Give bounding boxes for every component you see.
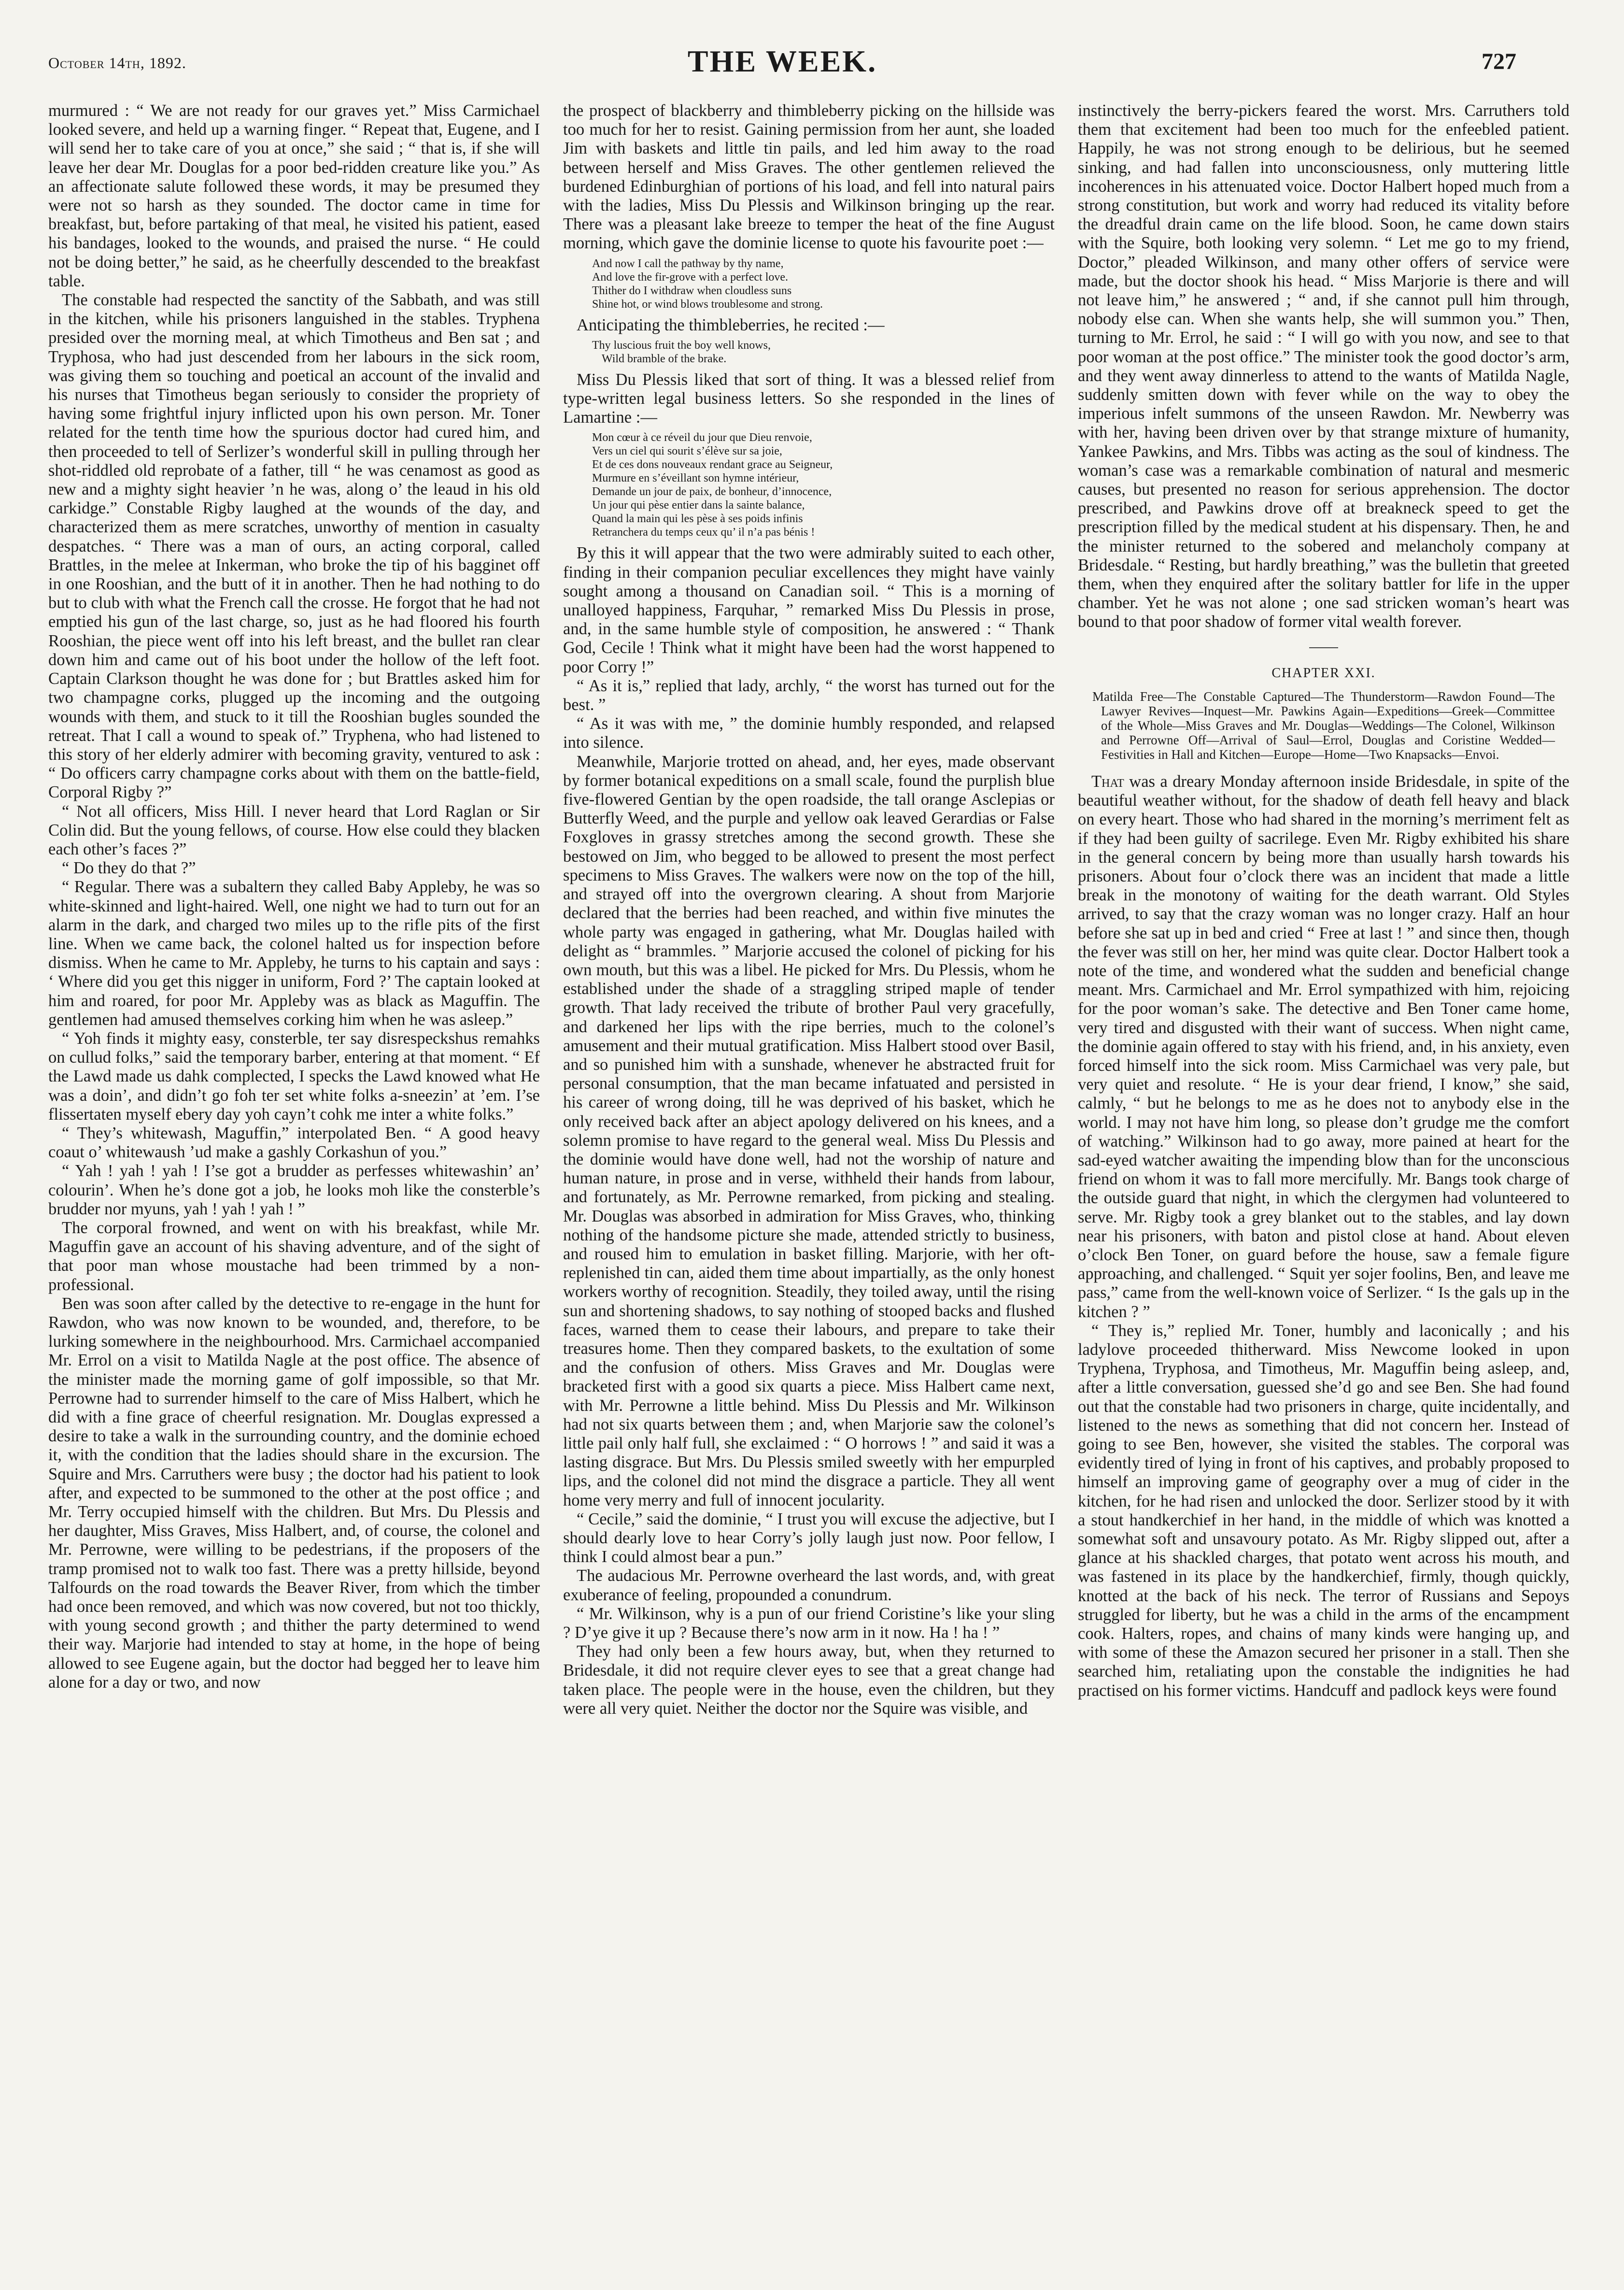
verse-line: Thither do I withdraw when cloudless suns: [592, 284, 792, 297]
paragraph: By this it will appear that the two were admirably suited to each other, finding in their companion peculiar excellences they might have vainly sought among a thousand on Canadian soil. “ This is a morning of unalloyed happiness, Farquhar, ” remarked Miss Du Plessis in prose, and, in the same humble style of composition, he answered : “ Thank God, Cecile ! Think what it might have been had the worst happened to poor Corry !”: [563, 544, 1055, 676]
paragraph: Ben was soon after called by the detective to re-engage in the hunt for Rawdon, who was now known to be wounded, and, therefore, to be lurking somewhere in the neighbourhood. Mrs. Carmichael accompanied Mr. Errol on a visit to Matilda Nagle at the post office. The absence of the minister made the morning game of golf impossible, so that Mr. Perrowne had to surrender himself to the care of Miss Halbert, which he did with a fine grace of cheerful resignation. Mr. Douglas expressed a desire to take a walk in the surrounding country, and the dominie echoed it, with the condition that the ladies should share in the excursion. The Squire and Mrs. Carruthers were busy ; the doctor had his patient to look after, and expected to be summoned to the other at the post office ; and Mr. Terry occupied himself with the children. But Mrs. Du Plessis and her daughter, Miss Graves, Miss Halbert, and, of course, the colonel and Mr. Perrowne, were willing to be pedestrians, if the proposers of the tramp promised not to walk too fast. There was a pretty hillside, beyond Talfourds on the road towards the Beaver River, from which the timber had once been removed, and which was now covered, but not too thickly, with young second growth ; and thither the party determined to wend their way. Marjorie had intended to stay at home, in the hope of being allowed to see Eugene again, but the doctor had begged her to leave him alone for a day or two, and now: [48, 1294, 540, 1692]
paragraph: The constable had respected the sanctity of the Sabbath, and was still in the kitchen, while his prisoners languished in the stables. Tryphena presided over the morning meal, at which Timotheus and Ben sat ; and Tryphosa, who had just descended from her labours in the sick room, was giving them so touching and poetical an account of the invalid and his nurses that Timotheus began seriously to consider the propriety of having some frightful injury inflicted upon his own person. Mr. Toner related for the tenth time how the spurious doctor had cured him, and then proceeded to tell of Serlizer’s wonderful skill in pulling through her shot-riddled old reprobate of a father, till “ he was cenamost as good as new and a mighty sight heavier ’n he was, along o’ the leaud in his old carkidge.” Constable Rigby laughed at the wounds of the day, and characterized them as mere scratches, unworthy of mention in casualty despatches. “ There was a man of ours, an acting corporal, called Brattles, in the melee at Inkerman, who broke the tip of his bagginet off in one Rooshian, and the butt of it in another. Then he had nothing to do but to club with what the French call the crosse. He forgot that he had not emptied his gun of the last charge, so, just as he had floored his fourth Rooshian, the piece went off into his left breast, and the bullet ran clear down him and came out of his boot under the hollow of the left foot. Captain Clarkson thought he was done for ; but Brattles asked him for two champagne corks, plugged up the incoming and the outgoing wounds with them, and stuck to it till the Rooshian bugles sounded the retreat. That I call a wound to speak of.” Tryphena, who had listened to this story of her elderly admirer with becoming gravity, ventured to ask : “ Do officers carry champagne corks about with them on the battle-field, Corporal Rigby ?”: [48, 291, 540, 802]
paragraph: “ As it was with me, ” the dominie humbly responded, and relapsed into silence.: [563, 714, 1055, 752]
section-divider: [1309, 647, 1338, 648]
verse-line: Et de ces dons nouveaux rendant grace au Seigneur,: [592, 458, 833, 471]
verse-line: Demande un jour de paix, de bonheur, d’innocence,: [592, 485, 832, 498]
paragraph: “ Not all officers, Miss Hill. I never heard that Lord Raglan or Sir Colin did. But the young fellows, of course. How else could they blacken each other’s faces ?”: [48, 802, 540, 858]
column-2: [563, 101, 1055, 2265]
masthead-title: THE WEEK.: [687, 44, 877, 78]
paragraph: “ They’s whitewash, Maguffin,” interpolated Ben. “ A good heavy coaut o’ whitewaush ’ud make a gashly Corkashun of you.”: [48, 1124, 540, 1162]
verse-line: Quand la main qui les pèse à ses poids infinis: [592, 512, 803, 526]
paragraph: was a dreary Monday afternoon inside Bridesdale, in spite of the beautiful weather without, for the shadow of death fell heavy and black on every heart. Those who had shared in the morning’s merriment felt as if they had been guilty of sacrilege. Even Mr. Rigby exhibited his share in the general concern by being more than usually harsh towards his prisoners. About four o’clock there was an incident that made a little break in the monotony of waiting for the death warrant. Old Styles arrived, to say that the crazy woman was no longer crazy. Half an hour before she sat up in bed and cried “ Free at last ! ” and since then, though the fever was still on her, her mind was quite clear. Doctor Halbert took a note of the time, and wondered what the sudden and beneficial change meant. Mrs. Carmichael and Mr. Errol sympathized with him, rejoicing for the poor woman’s sake. The detective and Ben Toner came home, very tired and disgusted with their want of success. When night came, the dominie again offered to stay with his friend, and, in his anxiety, even forced himself into the sick room. Miss Carmichael was very pale, but very quiet and resolute. “ He is your dear friend, I know,” she said, calmly, “ but he belongs to me as he does not to anybody else in the world. I may not have him long, so please don’t grudge me the comfort of watching.” Wilkinson had to go away, more pained at heart for the sad-eyed watcher awaiting the impending blow than for the unconscious friend on whom it was to fall more mercifully. Mr. Bangs took charge of the outside guard that night, in which the clergymen had volunteered to serve. Mr. Rigby took a grey blanket out to the stables, and lay down near his prisoners, with baton and pistol close at hand. About eleven o’clock Ben Toner, on guard before the house, saw a female figure approaching, and challenged. “ Squit yer sojer foolins, Ben, and leave me pass,” came from the well-known voice of Serlizer. “ Is the gals up in the kitchen ? ”: [1078, 772, 1569, 1321]
paragraph: the prospect of blackberry and thimbleberry picking on the hillside was too much for her to resist. Gaining permission from her aunt, she loaded Jim with baskets and little tin pails, and led him away to the road between herself and Miss Graves. The other gentlemen relieved the burdened Edinburghian of portions of his load, and fell into natural pairs with the ladies, Miss Du Plessis and Wilkinson bringing up the rear. There was a pleasant lake breeze to temper the heat of the fine August morning, which gave the dominie license to quote his favourite poet :—: [563, 101, 1055, 253]
verse-quote: [592, 339, 1055, 366]
verse-line: Mon cœur à ce réveil du jour que Dieu renvoie,: [592, 431, 812, 444]
paragraph: “ Yah ! yah ! yah ! I’se got a brudder as perfesses whitewashin’ an’ colourin’. When he’s done got a job, he looks moh like the consterble’s brudder nor myuns, yah ! yah ! yah ! ”: [48, 1162, 540, 1218]
page-number: 727: [1482, 49, 1516, 74]
issue-date: October 14th, 1892.: [48, 54, 186, 71]
paragraph: They had only been a few hours away, but, when they returned to Bridesdale, it did not require clever eyes to see that a great change had taken place. The people were in the house, even the children, but they were all very quiet. Neither the doctor nor the Squire was visible, and: [563, 1642, 1055, 1718]
paragraph: “ Mr. Wilkinson, why is a pun of our friend Coristine’s like your sling ? D’ye give it up ? Because there’s now arm in it now. Ha ! ha ! ”: [563, 1604, 1055, 1642]
chapter-synopsis: Matilda Free—The Constable Captured—The Thunderstorm—Rawdon Found—The Lawyer Revives—Inquest—Mr. Pawkins Again—Expeditions—Greek—Committee of the Whole—Miss Graves and Mr. Douglas—Weddings—The Colonel, Wilkinson and Perrowne Off—Arrival of Saul—Errol, Douglas and Coristine Wedded—Festivities in Hall and Kitchen—Europe—Home—Two Knapsacks—Envoi.: [1092, 689, 1555, 762]
verse-line: And now I call the pathway by thy name,: [592, 257, 784, 270]
verse-quote-french: [592, 431, 1055, 539]
chapter-heading: CHAPTER XXI.: [1271, 665, 1376, 681]
verse-quote: [592, 257, 1055, 311]
verse-line: Retranchera du temps ceux qu’ il n’a pas bénis !: [592, 526, 815, 539]
paragraph: The corporal frowned, and went on with his breakfast, while Mr. Maguffin gave an account of his shaving adventure, and of the sight of that poor man whose moustache had been trimmed by a non-professional.: [48, 1218, 540, 1294]
paragraph: Miss Du Plessis liked that sort of thing. It was a blessed relief from type-written legal business letters. So she responded in the lines of Lamartine :—: [563, 370, 1055, 427]
page-header: [48, 43, 1516, 97]
verse-line: Murmure en s’éveillant son hymne intérieur,: [592, 472, 799, 485]
paragraph: “ Yoh finds it mighty easy, consterble, ter say disrespeckshus remahks on cullud folks,” said the temporary barber, entering at that moment. “ Ef the Lawd made us dahk complected, I specks the Lawd knowed what He was a doin’, and didn’t go foh ter set white folks a-sneezin’ at ’em. I’se flissertaten myself ebery day yoh cayn’t cohk me inter a white folks.”: [48, 1029, 540, 1124]
paragraph: “ They is,” replied Mr. Toner, humbly and laconically ; and his ladylove proceeded thitherward. Miss Newcome looked in upon Tryphena, Tryphosa, and Timotheus, Mr. Maguffin being asleep, and, after a little conversation, guessed she’d go and see Ben. She had found out that the constable had two prisoners in charge, quite incidentally, and listened to the news as something that did not concern her. Instead of going to see Ben, however, she visited the stables. The corporal was evidently tired of lying in front of his captives, and probably proposed to himself an improving game of geography over a mug of cider in the kitchen, for he had risen and unlocked the door. Serlizer stood by it with a stout handkerchief in her hand, in the middle of which was knotted a somewhat soft and unsavoury potato. As Mr. Rigby slipped out, after a glance at his shackled charges, that potato went across his mouth, and was fastened in its place by the handkerchief, firmly, though quickly, knotted at the back of his neck. The terror of Russians and Sepoys struggled for liberty, but he was a child in the arms of the encampment cook. Halters, ropes, and chains of many kinds were hanging up, and with some of these the Amazon secured her prisoner in a stall. Then she searched him, retaliating upon the constable the indignities he had practised on his former victims. Handcuff and padlock keys were found: [1078, 1321, 1569, 1700]
paragraph: Anticipating the thimbleberries, he recited :—: [577, 315, 885, 334]
paragraph: “ Do they do that ?”: [62, 859, 196, 878]
paragraph: “ Cecile,” said the dominie, “ I trust you will excuse the adjective, but I should dearly love to hear Corry’s jolly laugh just now. Poor fellow, I think I could almost bear a pun.”: [563, 1509, 1055, 1566]
paragraph: instinctively the berry-pickers feared the worst. Mrs. Carruthers told them that excitement had been too much for the enfeebled patient. Happily, he was not strong enough to be delirious, but he seemed sinking, and had fallen into unconsciousness, only muttering little incoherences in his attenuated voice. Doctor Halbert hoped much from a strong constitution, but work and worry had reduced its vitality before the dreadful drain came on the life blood. Soon, he came down stairs with the Squire, both looking very solemn. “ Let me go to my friend, Doctor,” pleaded Wilkinson, and many other offers of service were made, but the doctor shook his head. “ Miss Marjorie is there and will not leave him,” he answered ; “ and, if she cannot pull him through, nobody else can. When she wants help, she will summon you.” Then, turning to Mr. Errol, he said : “ I will go with you now, and see to that poor woman at the post office.” The minister took the good doctor’s arm, and they went away dinnerless to attend to the wants of Matilda Nagle, suddenly smitten down with fever while on the way to obey the imperious infelt summons of the unseen Rawdon. Mr. Newberry was with her, having been driven over by that strange mixture of humanity, Yankee Pawkins, and Mrs. Tibbs was acting as the soul of kindness. The woman’s case was a remarkable combination of natural and mesmeric causes, but presented no reason for serious apprehension. The doctor prescribed, and Pawkins drove off at breakneck speed to get the prescription filled by the medical student at his dispensary. Then, he and the minister returned to the sobered and melancholy company at Bridesdale. “ Resting, but hardly breathing,” was the bulletin that greeted them, when they enquired after the solitary battler for life in the upper chamber. Yet he was not alone ; one sad stricken woman’s heart was bound to that poor shadow of former vital wealth forever.: [1078, 101, 1569, 631]
verse-line: Vers un ciel qui sourit s’élève sur sa joie,: [592, 445, 782, 458]
verse-line: Un jour qui pèse entier dans la sainte balance,: [592, 499, 805, 512]
verse-line: And love the fir-grove with a perfect love.: [592, 270, 789, 284]
verse-line: Wild bramble of the brake.: [602, 352, 727, 365]
paragraph: “ Regular. There was a subaltern they called Baby Appleby, he was so white-skinned and light-haired. Well, one night we had to turn out for an alarm in the dark, and charged two miles up to the rifle pits of the first line. When we came back, the colonel halted us for inspection before dismiss. When he came to Mr. Appleby, he turns to his captain and says : ‘ Where did you get this nigger in uniform, Ford ?’ The captain looked at him and roared, for poor Mr. Appleby was as black as Maguffin. The gentlemen had amused themselves corking him when he was asleep.”: [48, 878, 540, 1029]
verse-line: Thy luscious fruit the boy well knows,: [592, 339, 771, 352]
paragraph: The audacious Mr. Perrowne overheard the last words, and, with great exuberance of feeling, propounded a conundrum.: [563, 1566, 1055, 1604]
column-1: [48, 101, 540, 2265]
paragraph: Meanwhile, Marjorie trotted on ahead, and, her eyes, made observant by former botanical expeditions on a small scale, found the purplish blue five-flowered Gentian by the open roadside, the tall orange Asclepias or Butterfly Weed, and the purple and yellow oak leaved Gerardias or False Foxgloves in grassy stretches among the second growth. These she bestowed on Jim, who begged to be allowed to present the most perfect specimens to Miss Graves. The walkers were now on the top of the hill, and strayed off into the overgrown clearing. A shout from Marjorie declared that the berries had been reached, and within five minutes the whole party was engaged in gathering, what Mr. Douglas hailed with delight as “ brammles. ” Marjorie accused the colonel of picking for his own mouth, but this was a libel. He picked for Mrs. Du Plessis, whom he established under the shade of a straggling striped maple of tender growth. That lady received the tribute of brother Paul very gracefully, and darkened her lips with the ripe berries, much to the colonel’s amusement and their mutual gratification. Miss Halbert stood over Basil, and so punished him with a sunshade, whenever he abstracted fruit for personal consumption, that the man became infatuated and persisted in his career of wrong doing, till he was deprived of his basket, which he only received back after an abject apology delivered on his knees, and a solemn promise to have regard to the general weal. Miss Du Plessis and the dominie would have done well, had not the worship of nature and human nature, in prose and in verse, withheld their hands from labour, and fortunately, as Mr. Perrowne remarked, from picking and stealing. Mr. Douglas was absorbed in admiration for Miss Graves, who, thinking nothing of the handsome picture she made, attended strictly to business, and roused him to emulation in basket filling. Marjorie, with her oft-replenished tin can, aided them time about impartially, as the only honest workers worthy of recognition. Steadily, they toiled away, until the rising sun and shortening shadows, to say nothing of stooped backs and flushed faces, warned them to cease their labours, and prepare to take their treasures home. Then they compared baskets, to the exultation of some and the confusion of others. Miss Graves and Mr. Douglas were bracketed first with a good six quarts a piece. Miss Halbert came next, with Mr. Perrowne a little behind. Miss Du Plessis and Mr. Wilkinson had not six quarts between them ; and, when Marjorie saw the colonel’s little pail only half full, she exclaimed : “ O horrows ! ” and said it was a lasting disgrace. But Mrs. Du Plessis smiled sweetly with her empurpled lips, and the colonel did not mind the disgrace a particle. They all went home very merry and full of innocent jocularity.: [563, 752, 1055, 1509]
lead-word: That: [1091, 772, 1124, 791]
paragraph: murmured : “ We are not ready for our graves yet.” Miss Carmichael looked severe, and held up a warning finger. “ Repeat that, Eugene, and I will send her to take care of you at once,” she said ; “ that is, if she will leave her dear Mr. Douglas for a poor bed-ridden creature like you.” As an affectionate salute followed these words, it may be presumed they were not so harsh as they sounded. The doctor came in time for breakfast, but, before partaking of that meal, he visited his patient, eased his bandages, looked to the wounds, and praised the nurse. “ He could not be doing better,” he said, as he cheerfully descended to the breakfast table.: [48, 101, 540, 290]
verse-line: Shine hot, or wind blows troublesome and strong.: [592, 298, 823, 311]
article-columns: [48, 101, 1569, 2265]
paragraph: “ As it is,” replied that lady, archly, “ the worst has turned out for the best. ”: [563, 676, 1055, 714]
column-3: [1078, 101, 1569, 2265]
